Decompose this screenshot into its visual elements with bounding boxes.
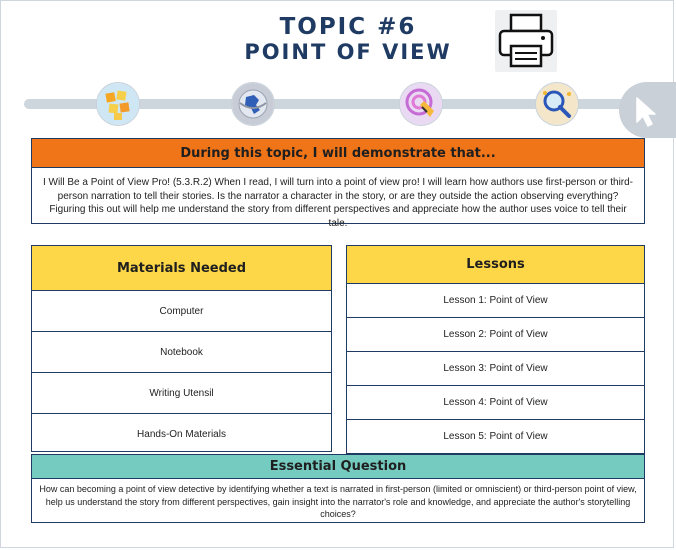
target-pointer-icon — [400, 83, 442, 125]
materials-heading: Materials Needed — [32, 246, 331, 291]
title-topic-name: POINT OF VIEW — [244, 40, 452, 64]
print-button[interactable] — [495, 10, 557, 72]
pointer-tool-button[interactable] — [619, 82, 676, 138]
lessons-heading: Lessons — [347, 246, 644, 284]
step-4-button[interactable] — [536, 83, 578, 125]
lesson-4-link[interactable]: Lesson 4: Point of View — [347, 386, 644, 420]
globe-icon — [232, 83, 274, 125]
lesson-5-link[interactable]: Lesson 5: Point of View — [443, 431, 548, 442]
sticky-notes-icon — [97, 83, 139, 125]
magnifier-icon — [536, 83, 578, 125]
step-1-button[interactable] — [97, 83, 139, 125]
material-item: Computer — [32, 291, 331, 332]
lessons-table — [346, 245, 645, 454]
lesson-3-link[interactable]: Lesson 3: Point of View — [347, 352, 644, 386]
material-item: Hands-On Materials — [137, 428, 226, 440]
printer-icon — [495, 10, 557, 72]
essential-question-body: How can becoming a point of view detective by identifying whether a text is narrated in first-person (limited or omniscient) or third-person point of view, help us understand the story from different perspectives, gain insight into the narrator's role and knowledge, and appreciate the author's storytelling choices? — [31, 479, 645, 523]
cursor-arrow-icon — [619, 82, 676, 138]
step-2-button[interactable] — [232, 83, 274, 125]
materials-table — [31, 245, 332, 452]
step-3-button[interactable] — [400, 83, 442, 125]
page-title — [200, 14, 496, 65]
lesson-1-link[interactable]: Lesson 1: Point of View — [347, 284, 644, 318]
title-topic-number: TOPIC #6 — [279, 14, 417, 40]
demonstrate-heading: During this topic, I will demonstrate that... — [31, 138, 645, 168]
material-item: Notebook — [32, 332, 331, 373]
demonstrate-body: I Will Be a Point of View Pro! (5.3.R.2) When I read, I will turn into a point of view pro! I will learn how authors use first-person or third-person narration to tell their stories. Is the narrator a character in the story, or are they outside the action observing everything? Figuring this out will help me understand the story from different perspectives and appreciate how the author uses voice to tell their tale. — [31, 168, 645, 224]
lesson-2-link[interactable]: Lesson 2: Point of View — [347, 318, 644, 352]
material-item: Writing Utensil — [32, 373, 331, 414]
essential-question-heading: Essential Question — [31, 454, 645, 479]
